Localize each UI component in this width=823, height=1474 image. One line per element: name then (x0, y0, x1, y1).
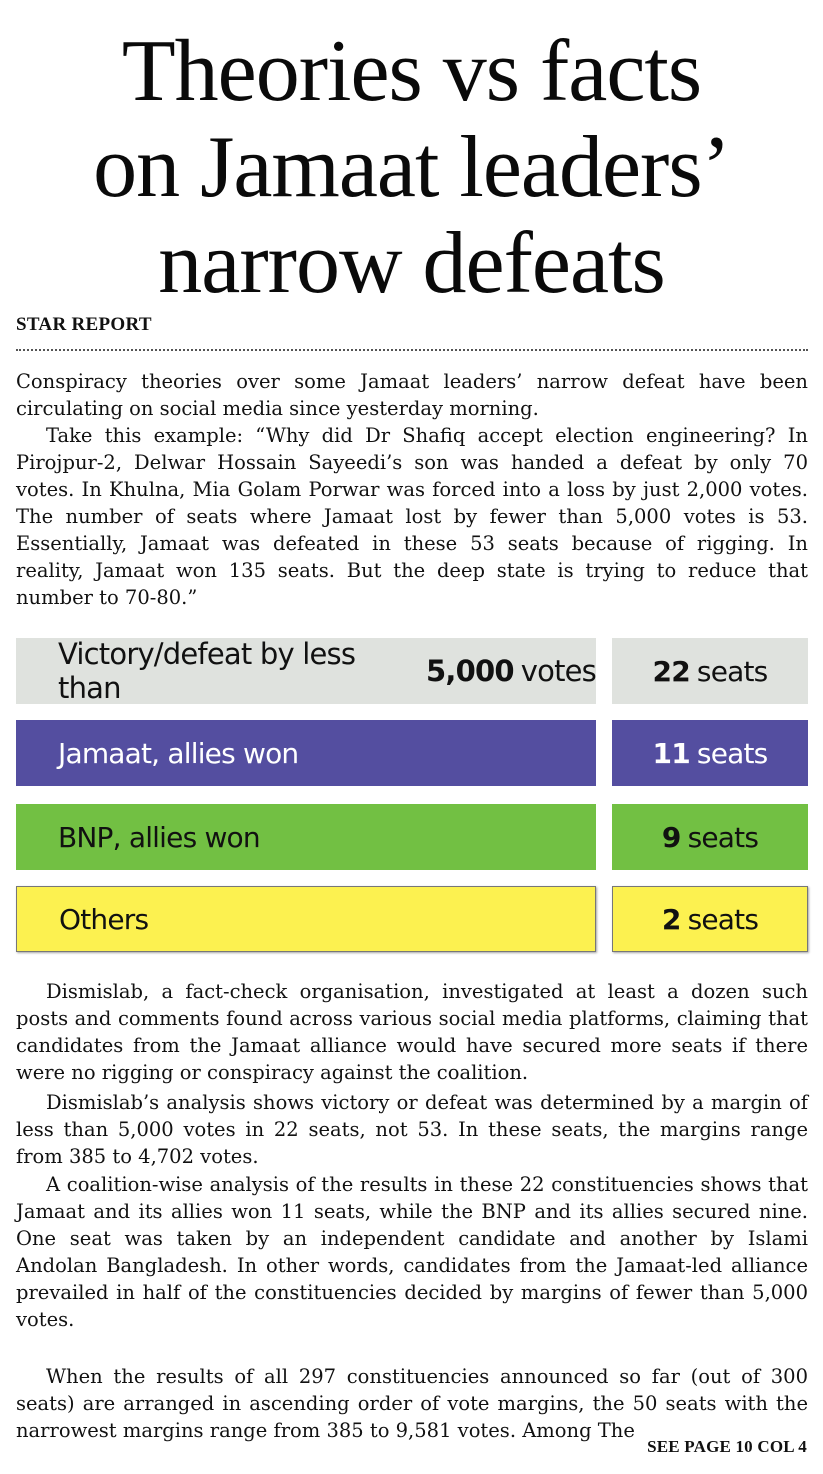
infographic-row-bnp (16, 804, 808, 870)
row-value (612, 886, 808, 952)
infographic-header-row (16, 638, 808, 704)
headline-line-1: Theories vs facts (121, 23, 702, 120)
row-value (612, 804, 808, 870)
continuation-note: SEE PAGE 10 COL 4 (647, 1437, 807, 1456)
intro-paragraph-1: Conspiracy theories over some Jamaat leaders’ narrow defeat have been circulating on social media since yesterday morning. (16, 370, 808, 420)
header-label-suffix: votes (520, 654, 596, 688)
row-value-unit: seats (696, 736, 768, 770)
header-value (612, 638, 808, 704)
body-paragraph-2: Dismislab’s analysis shows victory or defeat was determined by a margin of less than 5,000 votes in 22 seats, not 53. In these seats, the margins range from 385 to 4,702 votes. (16, 1091, 808, 1168)
row-value-number: 9 (661, 820, 681, 854)
headline-line-2: on Jamaat leaders’ (93, 119, 730, 216)
row-label: BNP, allies won (16, 804, 596, 870)
headline (0, 24, 823, 312)
body-paragraph-3: A coalition-wise analysis of the results in these 22 constituencies shows that Jamaat and its allies won 11 seats, while the BNP and its allies secured nine. One seat was taken by an independent candidate and another by Islami Andolan Bangladesh. In other words, candidates from the Jamaat-led alliance prevailed in half of the constituencies decided by margins of fewer than 5,000 votes. (16, 1173, 808, 1331)
row-value-unit: seats (687, 902, 759, 936)
row-label: Jamaat, allies won (16, 720, 596, 786)
body-paragraph-4: When the results of all 297 constituencies announced so far (out of 300 seats) are arranged in ascending order of vote margins, the 50 seats with the narrowest margins range from 385 to 9,581 votes. Among The (16, 1365, 808, 1442)
header-label (16, 638, 596, 704)
row-value-number: 2 (661, 902, 681, 936)
byline: STAR REPORT (16, 314, 152, 335)
header-label-prefix: Victory/defeat by less than (58, 637, 356, 705)
row-value-number: 11 (652, 736, 690, 770)
row-value-unit: seats (687, 820, 759, 854)
header-label-bold: 5,000 (426, 654, 514, 688)
dotted-divider (16, 349, 808, 351)
intro-paragraph-2: Take this example: “Why did Dr Shafiq accept election engineering? In Pirojpur-2, Delwar Hossain Sayeedi’s son was handed a defeat by only 70 votes. In Khulna, Mia Golam Porwar was forced into a loss by just 2,000 votes. The number of seats where Jamaat lost by fewer than 5,000 votes is 53. Essentially, Jamaat was defeated in these 53 seats because of rigging. In reality, Jamaat won 135 seats. But the deep state is trying to reduce that number to 70-80.” (16, 424, 808, 609)
headline-line-3: narrow defeats (158, 215, 665, 312)
header-value-unit: seats (696, 654, 768, 688)
infographic-row-others (16, 886, 808, 952)
infographic-row-jamaat (16, 720, 808, 786)
header-value-number: 22 (652, 654, 690, 688)
row-label: Others (16, 886, 596, 952)
row-value (612, 720, 808, 786)
body-paragraph-1: Dismislab, a fact-check organisation, investigated at least a dozen such posts and comments found across various social media platforms, claiming that candidates from the Jamaat alliance would have secured more seats if there were no rigging or conspiracy against the coalition. (16, 980, 808, 1084)
